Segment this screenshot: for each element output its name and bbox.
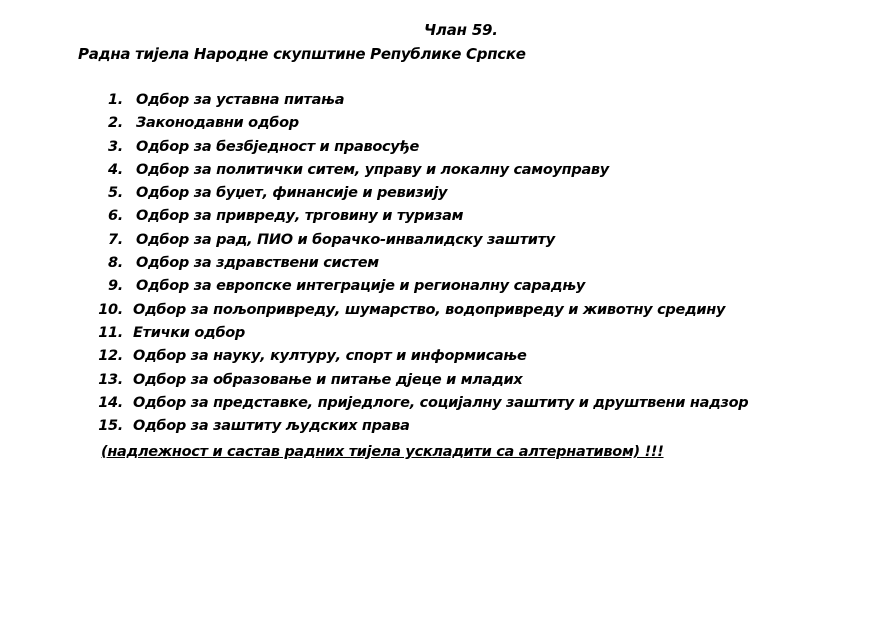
list-item-text: Законодавни одбор xyxy=(136,115,299,132)
list-item-text: Одбор за буџет, финансије и ревизију xyxy=(136,185,448,202)
list-item-number: 7. xyxy=(108,231,123,248)
list-item-text: Одбор за науку, културу, спорт и информисање xyxy=(133,348,527,365)
list-item xyxy=(0,395,883,418)
list-item xyxy=(0,92,883,115)
list-item xyxy=(0,302,883,325)
list-item-text: Етички одбор xyxy=(133,324,246,341)
list-item-number: 11. xyxy=(98,324,123,341)
list-item-text: Одбор за заштиту људских права xyxy=(133,418,410,435)
document-heading: Радна тијела Народне скупштине Републике Српске xyxy=(78,45,526,63)
list-item xyxy=(0,162,883,185)
list-item xyxy=(0,372,883,395)
list-item xyxy=(0,278,883,301)
list-item-text: Одбор за политички ситем, управу и локалну самоуправу xyxy=(136,161,609,178)
list-item-text: Одбор за безбједност и правосуђе xyxy=(136,138,420,155)
list-item-text: Одбор за представке, приједлоге, социјалну заштиту и друштвени надзор xyxy=(133,394,749,411)
list-item xyxy=(0,348,883,371)
list-item-number: 12. xyxy=(98,348,123,365)
article-title: Члан 59. xyxy=(424,21,498,39)
list-item xyxy=(0,115,883,138)
list-item-text: Одбор за пољопривреду, шумарство, водопривреду и животну средину xyxy=(133,301,726,318)
list-item-number: 14. xyxy=(98,394,123,411)
list-item-number: 15. xyxy=(98,418,123,435)
list-item xyxy=(0,255,883,278)
list-item-text: Одбор за европске интеграције и регионалну сарадњу xyxy=(136,278,586,295)
footnote: (надлежност и састав радних тијела ускладити са алтернативом) !!! xyxy=(101,444,664,460)
list-item-text: Одбор за рад, ПИО и борачко-инвалидску заштиту xyxy=(136,231,555,248)
list-item xyxy=(0,232,883,255)
list-item xyxy=(0,139,883,162)
list-item-text: Одбор за здравствени систем xyxy=(136,255,379,272)
list-item-text: Одбор за уставна питања xyxy=(136,92,345,108)
list-item-number: 6. xyxy=(108,208,123,225)
list-item xyxy=(0,325,883,348)
list-item xyxy=(0,418,883,441)
list-item-number: 9. xyxy=(108,278,123,295)
list-item-number: 13. xyxy=(98,371,123,388)
list-item-number: 10. xyxy=(98,301,123,318)
list-item-number: 8. xyxy=(108,255,123,272)
list-item-number: 3. xyxy=(108,138,123,155)
list-item-number: 1. xyxy=(108,92,123,108)
list-item-text: Одбор за образовање и питање дјеце и младих xyxy=(133,371,523,388)
list-item-text: Одбор за привреду, трговину и туризам xyxy=(136,208,464,225)
list-item-number: 4. xyxy=(108,161,123,178)
list-item-number: 2. xyxy=(108,115,123,132)
committee-list xyxy=(0,92,883,441)
list-item xyxy=(0,208,883,231)
list-item-number: 5. xyxy=(108,185,123,202)
list-item xyxy=(0,185,883,208)
